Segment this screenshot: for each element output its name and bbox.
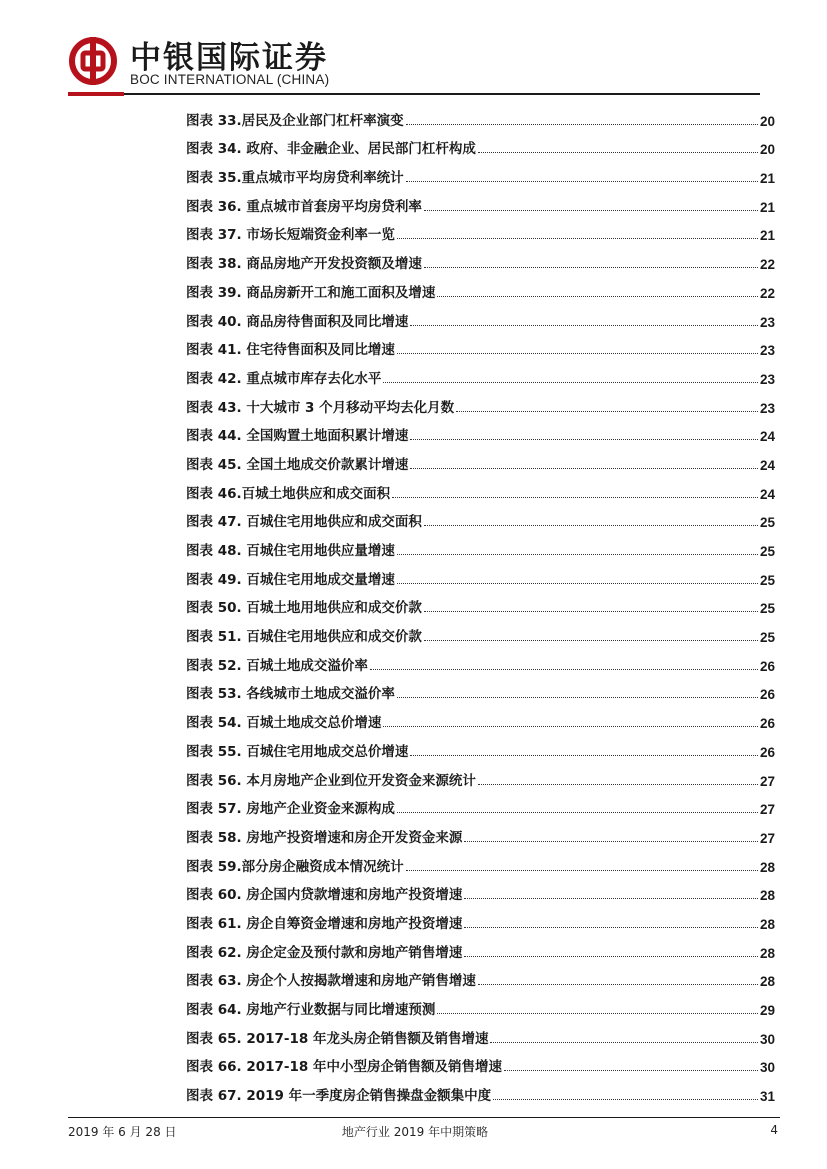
toc-entry[interactable] <box>186 444 775 473</box>
footer-page-number: 4 <box>770 1123 778 1137</box>
toc-entry-page: 25 <box>759 572 775 588</box>
toc-entry[interactable] <box>186 559 775 588</box>
toc-entry-page: 30 <box>759 1060 775 1076</box>
toc-entry-title: 图表 65. 2017-18 年龙头房企销售额及销售增速 <box>186 1030 489 1047</box>
toc-entry-page: 21 <box>759 228 775 244</box>
toc-entry-title: 图表 35.重点城市平均房贷利率统计 <box>186 170 404 187</box>
toc-dot-leader <box>478 784 758 785</box>
toc-entry-page: 27 <box>759 830 775 846</box>
toc-entry-page: 21 <box>759 171 775 187</box>
toc-entry[interactable] <box>186 272 775 301</box>
toc-entry-title: 图表 50. 百城土地用地供应和成交价款 <box>186 600 422 617</box>
toc-dot-leader <box>437 296 758 297</box>
footer-rule <box>68 1117 780 1118</box>
toc-entry-title: 图表 37. 市场长短端资金利率一览 <box>186 227 395 244</box>
toc-dot-leader <box>424 525 758 526</box>
toc-dot-leader <box>493 1099 758 1100</box>
toc-entry[interactable] <box>186 330 775 359</box>
toc-entry[interactable] <box>186 588 775 617</box>
toc-dot-leader <box>392 497 758 498</box>
toc-entry[interactable] <box>186 961 775 990</box>
toc-entry-page: 23 <box>759 314 775 330</box>
toc-entry-title: 图表 47. 百城住宅用地供应和成交面积 <box>186 514 422 531</box>
toc-entry[interactable] <box>186 473 775 502</box>
toc-entry-title: 图表 33.居民及企业部门杠杆率演变 <box>186 112 404 129</box>
toc-entry[interactable] <box>186 1018 775 1047</box>
toc-dot-leader <box>410 325 758 326</box>
toc-dot-leader <box>424 210 758 211</box>
footer-report-title: 地产行业 2019 年中期策略 <box>341 1125 489 1139</box>
toc-entry[interactable] <box>186 789 775 818</box>
toc-entry-title: 图表 39. 商品房新开工和施工面积及增速 <box>186 284 436 301</box>
page-header <box>68 30 768 94</box>
toc-entry[interactable] <box>186 301 775 330</box>
toc-entry-page: 22 <box>759 257 775 273</box>
toc-entry[interactable] <box>186 645 775 674</box>
toc-entry-title: 图表 61. 房企自筹资金增速和房地产投资增速 <box>186 915 463 932</box>
toc-entry[interactable] <box>186 215 775 244</box>
toc-entry[interactable] <box>186 846 775 875</box>
toc-dot-leader <box>406 870 758 871</box>
toc-entry[interactable] <box>186 932 775 961</box>
toc-entry-title: 图表 59.部分房企融资成本情况统计 <box>186 858 404 875</box>
toc-entry-title: 图表 57. 房地产企业资金来源构成 <box>186 801 395 818</box>
toc-dot-leader <box>410 755 758 756</box>
toc-dot-leader <box>397 554 758 555</box>
toc-entry-page: 23 <box>759 400 775 416</box>
toc-entry-page: 20 <box>759 142 775 158</box>
header-accent-rule <box>68 92 124 96</box>
toc-entry[interactable] <box>186 530 775 559</box>
toc-entry-page: 20 <box>759 113 775 129</box>
toc-entry-title: 图表 42. 重点城市库存去化水平 <box>186 370 382 387</box>
toc-dot-leader <box>397 812 758 813</box>
toc-dot-leader <box>383 382 758 383</box>
toc-entry-title: 图表 55. 百城住宅用地成交总价增速 <box>186 743 409 760</box>
toc-entry[interactable] <box>186 817 775 846</box>
toc-entry-title: 图表 67. 2019 年一季度房企销售操盘金额集中度 <box>186 1088 492 1105</box>
toc-entry-page: 28 <box>759 888 775 904</box>
toc-entry-title: 图表 34. 政府、非金融企业、居民部门杠杆构成 <box>186 141 476 158</box>
header-rule <box>124 93 760 95</box>
toc-dot-leader <box>464 956 758 957</box>
toc-entry[interactable] <box>186 1075 775 1104</box>
toc-dot-leader <box>424 267 758 268</box>
toc-entry[interactable] <box>186 129 775 158</box>
toc-entry-title: 图表 53. 各线城市土地成交溢价率 <box>186 686 395 703</box>
toc-entry-title: 图表 49. 百城住宅用地成交量增速 <box>186 571 395 588</box>
toc-entry-page: 29 <box>759 1003 775 1018</box>
toc-dot-leader <box>464 898 758 899</box>
toc-entry[interactable] <box>186 903 775 932</box>
toc-entry-page: 24 <box>759 457 775 473</box>
toc-dot-leader <box>406 181 758 182</box>
toc-entry-page: 26 <box>759 658 775 674</box>
toc-entry[interactable] <box>186 989 775 1018</box>
toc-entry-title: 图表 54. 百城土地成交总价增速 <box>186 715 382 732</box>
toc-entry[interactable] <box>186 1047 775 1076</box>
toc-entry-title: 图表 48. 百城住宅用地供应量增速 <box>186 543 395 559</box>
toc-entry[interactable] <box>186 702 775 731</box>
toc-entry-page: 26 <box>759 716 775 732</box>
brand-name-chinese: 中银国际证券 <box>130 40 328 76</box>
toc-entry[interactable] <box>186 157 775 186</box>
toc-entry[interactable] <box>186 100 775 129</box>
toc-entry[interactable] <box>186 243 775 272</box>
toc-entry-page: 28 <box>759 859 775 875</box>
toc-entry-title: 图表 43. 十大城市 3 个月移动平均去化月数 <box>186 399 455 416</box>
toc-entry-page: 25 <box>759 544 775 559</box>
toc-entry-title: 图表 36. 重点城市首套房平均房贷利率 <box>186 198 422 215</box>
toc-dot-leader <box>410 468 758 469</box>
toc-dot-leader <box>478 152 758 153</box>
toc-dot-leader <box>397 353 758 354</box>
brand-name-english: BOC INTERNATIONAL (CHINA) <box>130 72 330 87</box>
toc-entry-title: 图表 38. 商品房地产开发投资额及增速 <box>186 256 422 273</box>
footer-date: 2019 年 6 月 28 日 <box>68 1125 177 1139</box>
toc-entry-title: 图表 45. 全国土地成交价款累计增速 <box>186 456 409 473</box>
toc-dot-leader <box>490 1042 757 1043</box>
toc-entry-title: 图表 63. 房企个人按揭款增速和房地产销售增速 <box>186 973 476 990</box>
toc-dot-leader <box>504 1070 758 1071</box>
toc-dot-leader <box>437 1013 758 1014</box>
toc-entry-title: 图表 40. 商品房待售面积及同比增速 <box>186 313 409 330</box>
toc-dot-leader <box>397 583 758 584</box>
toc-entry-title: 图表 66. 2017-18 年中小型房企销售额及销售增速 <box>186 1059 502 1076</box>
toc-dot-leader <box>456 411 758 412</box>
toc-entry[interactable] <box>186 502 775 531</box>
toc-entry[interactable] <box>186 387 775 416</box>
toc-entry-page: 25 <box>759 630 775 646</box>
table-of-figures <box>186 100 775 1104</box>
toc-entry-page: 23 <box>759 371 775 387</box>
toc-dot-leader <box>397 697 758 698</box>
toc-entry-page: 21 <box>759 199 775 215</box>
toc-entry-page: 26 <box>759 744 775 760</box>
toc-entry[interactable] <box>186 358 775 387</box>
toc-entry[interactable] <box>186 875 775 904</box>
toc-entry[interactable] <box>186 731 775 760</box>
toc-dot-leader <box>370 669 758 670</box>
toc-entry[interactable] <box>186 416 775 445</box>
toc-entry-title: 图表 60. 房企国内贷款增速和房地产投资增速 <box>186 887 463 904</box>
toc-dot-leader <box>464 841 758 842</box>
toc-dot-leader <box>383 726 758 727</box>
toc-entry-page: 26 <box>759 687 775 703</box>
toc-entry-page: 28 <box>759 945 775 961</box>
toc-entry-title: 图表 51. 百城住宅用地供应和成交价款 <box>186 629 422 646</box>
bank-of-china-logo-icon <box>68 36 118 86</box>
toc-entry-title: 图表 62. 房企定金及预付款和房地产销售增速 <box>186 944 463 961</box>
toc-entry-page: 23 <box>759 343 775 359</box>
toc-entry[interactable] <box>186 616 775 645</box>
toc-dot-leader <box>406 124 758 125</box>
toc-entry-page: 22 <box>759 285 775 301</box>
toc-entry-title: 图表 56. 本月房地产企业到位开发资金来源统计 <box>186 772 476 789</box>
toc-dot-leader <box>397 238 758 239</box>
toc-dot-leader <box>424 611 758 612</box>
toc-entry-title: 图表 58. 房地产投资增速和房企开发资金来源 <box>186 829 463 846</box>
toc-entry-page: 24 <box>759 486 775 502</box>
toc-entry-page: 28 <box>759 916 775 932</box>
toc-dot-leader <box>464 927 758 928</box>
toc-entry-page: 24 <box>759 429 775 445</box>
toc-dot-leader <box>410 439 758 440</box>
toc-entry-page: 25 <box>759 601 775 617</box>
toc-entry[interactable] <box>186 760 775 789</box>
toc-entry-page: 30 <box>759 1031 775 1047</box>
toc-entry-title: 图表 52. 百城土地成交溢价率 <box>186 657 368 674</box>
toc-entry-page: 28 <box>759 974 775 990</box>
toc-entry-title: 图表 44. 全国购置土地面积累计增速 <box>186 428 409 445</box>
toc-entry-page: 27 <box>759 773 775 789</box>
toc-entry-title: 图表 41. 住宅待售面积及同比增速 <box>186 342 395 359</box>
toc-entry-title: 图表 46.百城土地供应和成交面积 <box>186 485 391 502</box>
toc-dot-leader <box>478 984 758 985</box>
toc-entry[interactable] <box>186 674 775 703</box>
toc-dot-leader <box>424 640 758 641</box>
toc-entry-page: 27 <box>759 802 775 818</box>
toc-entry[interactable] <box>186 186 775 215</box>
toc-entry-page: 25 <box>759 515 775 531</box>
toc-entry-page: 31 <box>759 1089 775 1105</box>
toc-entry-title: 图表 64. 房地产行业数据与同比增速预测 <box>186 1002 436 1018</box>
